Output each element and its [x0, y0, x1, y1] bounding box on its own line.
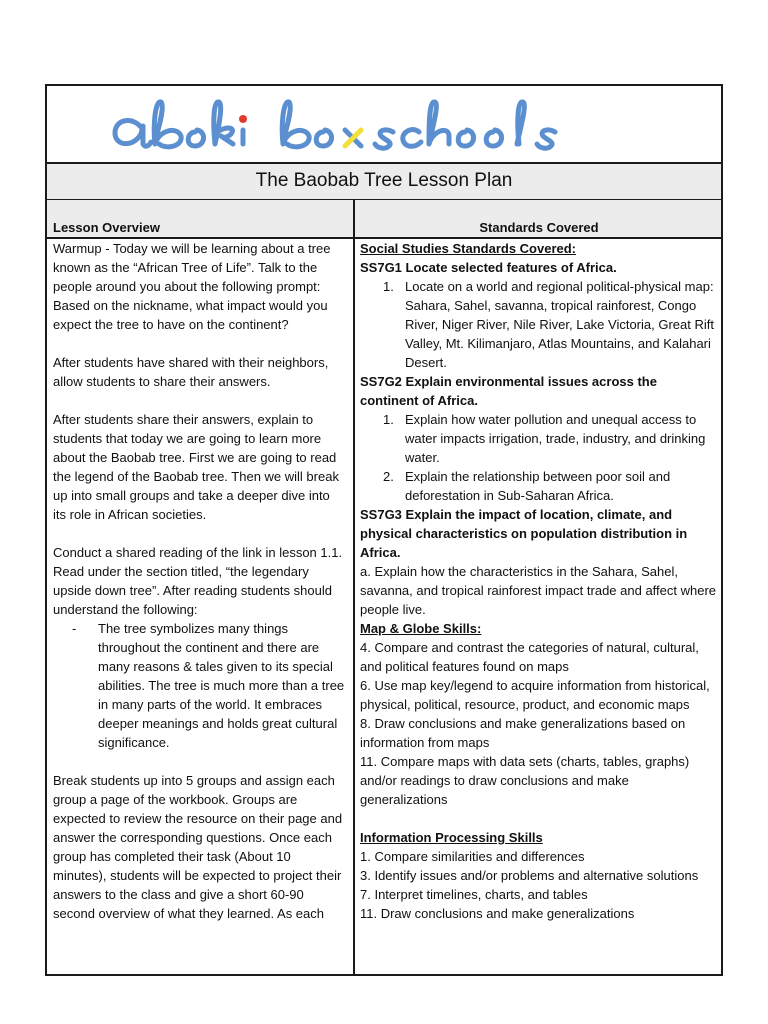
- lesson-overview-column: [53, 239, 345, 923]
- list-text: Locate on a world and regional political-physical map: Sahara, Sahel, savanna, tropical rainforest, Congo River, Niger River, Nile River, Lake Victoria, Great Rift Valley, Mt. Kilimanjaro, Atlas Mountains, and Kalahari Desert.: [405, 279, 714, 370]
- column-header-row: [47, 200, 721, 239]
- page-title: The Baobab Tree Lesson Plan: [47, 164, 721, 200]
- bullet-mark: -: [72, 621, 77, 636]
- ss7g3-title: SS7G3 Explain the impact of location, climate, and physical characteristics on population distribution in Africa.: [360, 507, 688, 560]
- standards-column: [360, 239, 718, 923]
- map-globe-heading: Map & Globe Skills:: [360, 621, 482, 636]
- list-item: 8. Draw conclusions and make generalizations based on information from maps: [360, 716, 686, 750]
- standards-covered-header: Standards Covered: [479, 220, 599, 235]
- list-item: [360, 410, 718, 467]
- bullet-text: The tree symbolizes many things throughout the continent and there are many reasons & tales given to its special abilities. The tree is much more than a tree in many parts of the world. It embraces deeper meanings and holds great cultural significance.: [98, 621, 345, 750]
- lesson-overview-header: Lesson Overview: [53, 220, 160, 235]
- ss7g1-title: SS7G1 Locate selected features of Africa.: [360, 260, 617, 275]
- list-item: [53, 619, 345, 752]
- list-text: Explain the relationship between poor soil and deforestation in Sub-Saharan Africa.: [405, 469, 671, 503]
- list-number: 1.: [383, 279, 394, 294]
- list-item: 7. Interpret timelines, charts, and tables: [360, 887, 588, 902]
- explanation-paragraph: After students share their answers, explain to students that today we are going to learn more about the Baobab tree. First we are going to read the legend of the Baobab tree. Then we will break up into small groups and take a deeper dive into its role in African societies.: [53, 412, 339, 522]
- group-work-paragraph: Break students up into 5 groups and assign each group a page of the workbook. Groups are expected to review the resource on their page and answer the corresponding questions. Once each group has completed their task (About 10 minutes), students will be expected to project their answers to the class and give a short 60-90 second overview of what they learned. As each: [53, 773, 343, 921]
- column-divider: [353, 200, 355, 974]
- list-item: 4. Compare and contrast the categories of natural, cultural, and political features found on maps: [360, 640, 699, 674]
- list-item: [360, 277, 718, 372]
- shared-reading-paragraph: Conduct a shared reading of the link in lesson 1.1. Read under the section titled, “the legendary upside down tree”. After reading students should understand the following:: [53, 545, 343, 617]
- list-number: 2.: [383, 469, 394, 484]
- list-text: Explain how water pollution and unequal access to water impacts irrigation, trade, industry, and drinking water.: [405, 412, 706, 465]
- social-studies-heading: Social Studies Standards Covered:: [360, 241, 577, 256]
- warmup-paragraph: Warmup - Today we will be learning about a tree known as the “African Tree of Life”. Talk to the people around you about the following prompt: Based on the nickname, what impact would you expect the tree to have on the continent?: [53, 241, 331, 332]
- list-item: 3. Identify issues and/or problems and alternative solutions: [360, 868, 699, 883]
- list-item: 6. Use map key/legend to acquire information from historical, physical, political, resource, product, and economic maps: [360, 678, 710, 712]
- logo-banner: [47, 86, 721, 164]
- sharing-paragraph: After students have shared with their neighbors, allow students to share their answers.: [53, 355, 329, 389]
- lesson-plan-table: [45, 84, 723, 976]
- list-number: 1.: [383, 412, 394, 427]
- info-processing-heading: Information Processing Skills: [360, 830, 543, 845]
- list-item: [360, 467, 718, 505]
- ss7g3-item-a: a. Explain how the characteristics in the Sahara, Sahel, savanna, and tropical rainforest impact trade and affect where people live.: [360, 564, 717, 617]
- aboki-box-schools-logo: [47, 86, 721, 164]
- ss7g2-title: SS7G2 Explain environmental issues across the continent of Africa.: [360, 374, 657, 408]
- list-item: 1. Compare similarities and differences: [360, 849, 585, 864]
- list-item: 11. Draw conclusions and make generalizations: [360, 906, 635, 921]
- logo-dot-icon: [239, 115, 247, 123]
- list-item: 11. Compare maps with data sets (charts, tables, graphs) and/or readings to draw conclusions and make generalizations: [360, 754, 690, 807]
